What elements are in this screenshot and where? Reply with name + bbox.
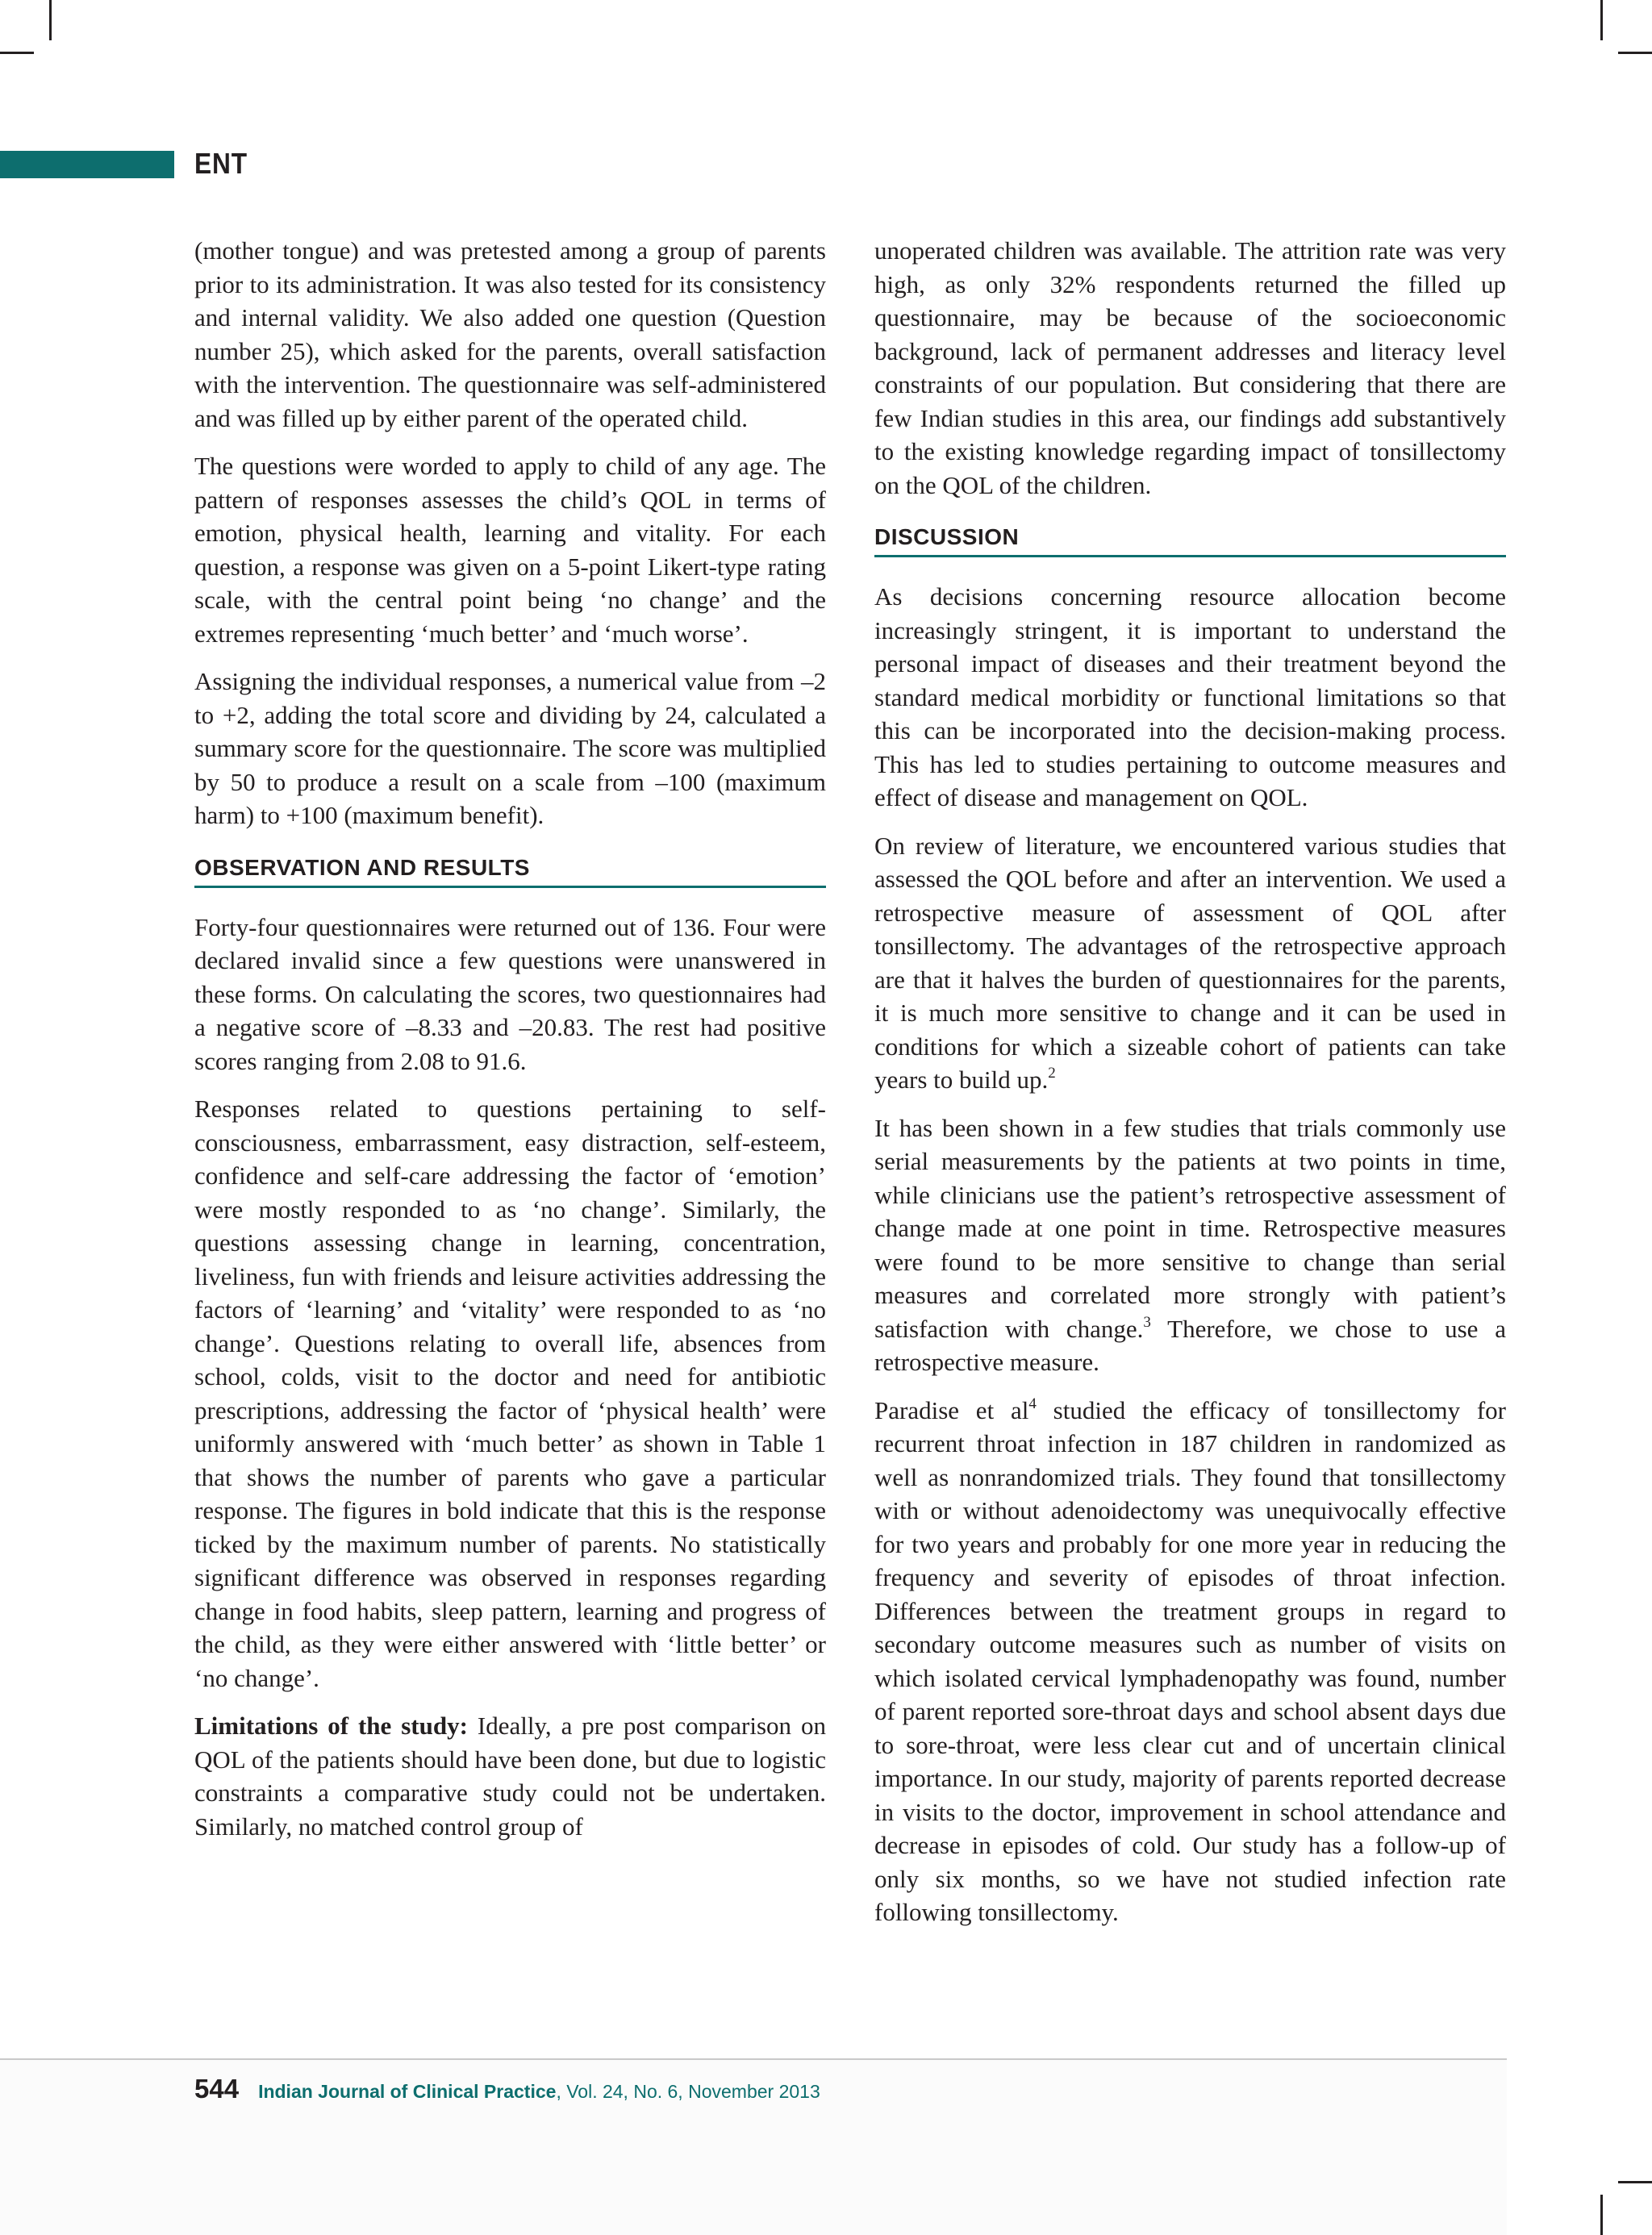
- citation-ref: 4: [1028, 1395, 1037, 1412]
- crop-mark-top-left-v: [49, 0, 52, 40]
- journal-citation: [258, 2081, 820, 2102]
- section-color-bar: [0, 151, 174, 178]
- limitations-lead: Limitations of the study:: [194, 1712, 468, 1740]
- paragraph: Assigning the individual responses, a numerical value from –2 to +2, adding the total score and dividing by 24, calculated a summary score for the questionnaire. The score was multiplied by 50 to produce a result on a scale from –100 (maximum harm) to +100 (maximum benefit).: [194, 667, 826, 829]
- citation-ref: 2: [1048, 1065, 1056, 1082]
- right-column: [874, 234, 1506, 1944]
- heading-observation-results: OBSERVATION AND RESULTS: [194, 853, 826, 888]
- heading-discussion: DISCUSSION: [874, 523, 1506, 557]
- paragraph: unoperated children was available. The attrition rate was very high, as only 32% respondents returned the filled up questionnaire, may be because of the socioeconomic background, lack of permanent addresses and literacy level constraints of our population. But considering that there are few Indian studies in this area, our findings add substantively to the existing knowledge regarding impact of tonsillectomy on the QOL of the children.: [874, 236, 1506, 499]
- crop-mark-top-right-v: [1600, 0, 1603, 40]
- left-column: [194, 234, 826, 1858]
- crop-mark-top-left-h: [0, 52, 34, 54]
- limitations-text: Ideally, a pre post comparison on QOL of the patients should have been done, but due to logistic constraints a comparative study could not be undertaken. Similarly, no matched control group of: [194, 1712, 826, 1841]
- crop-mark-bottom-right-v: [1600, 2195, 1603, 2235]
- paragraph-text: On review of literature, we encountered various studies that assessed the QOL before and after an intervention. We used a retrospective measure of assessment of QOL after tonsillectomy. The advantages of the retrospective approach are that it halves the burden of questionnaires for the parents, it is much more sensitive to change and it can be used in conditions for which a sizeable cohort of patients can take years to build up.: [874, 831, 1506, 1094]
- section-label: ENT: [194, 147, 248, 180]
- paragraph-text: studied the efficacy of tonsillectomy for recurrent throat infection in 187 children in randomized as well as nonrandomized trials. They found that tonsillectomy with or without adenoidectomy was unequivocally effective for two years and probably for one more year in reducing the frequency and severity of episodes of throat infection. Differences between the treatment groups in regard to secondary outcome measures such as number of visits on which isolated cervical lymphadenopathy was found, number of parent reported sore-throat days and school absent days due to sore-throat, were less clear cut and of uncertain clinical importance. In our study, majority of parents reported decrease in visits to the doctor, improvement in school attendance and decrease in episodes of cold. Our study has a follow-up of only six months, so we have not studied infection rate following tonsillectomy.: [874, 1395, 1507, 1926]
- page-number: 544: [194, 2074, 240, 2104]
- paragraph: [874, 829, 1506, 1097]
- paragraph-text: Therefore, we chose to use a retrospective measure.: [874, 1314, 1506, 1376]
- paragraph: Responses related to questions pertaining to self-consciousness, embarrassment, easy distraction, self-esteem, confidence and self-care addressing the factor of ‘emotion’ were mostly responded to as ‘no change’. Similarly, the questions assessing change in learning, concentration, liveliness, fun with friends and leisure activities addressing the factors of ‘learning’ and ‘vitality’ were responded to as ‘no change’. Questions relating to overall life, absences from school, colds, visit to the doctor and need for antibiotic prescriptions, addressing the factor of ‘physical health’ were uniformly answered with ‘much better’ as shown in Table 1 that shows the number of parents who gave a particular response. The figures in bold indicate that this is the response ticked by the maximum number of parents. No statistically significant difference was observed in responses regarding change in food habits, sleep pattern, learning and progress of the child, as they were either answered with ‘little better’ or ‘no change’.: [194, 1095, 826, 1692]
- paragraph: As decisions concerning resource allocation become increasingly stringent, it is important to understand the personal impact of diseases and their treatment beyond the standard medical morbidity or functional limitations so that this can be incorporated into the decision-making process. This has led to studies pertaining to outcome measures and effect of disease and management on QOL.: [874, 582, 1506, 811]
- paragraph: [874, 1111, 1506, 1379]
- crop-mark-top-right-h: [1618, 52, 1652, 54]
- paragraph: [874, 1394, 1506, 1929]
- crop-mark-bottom-right-h: [1618, 2181, 1652, 2183]
- citation-ref: 3: [1143, 1313, 1151, 1331]
- paragraph: Forty-four questionnaires were returned out of 136. Four were declared invalid since a few questions were unanswered in these forms. On calculating the scores, two questionnaires had a negative score of –8.33 and –20.83. The rest had positive scores ranging from 2.08 to 91.6.: [194, 912, 826, 1075]
- paragraph-text: Paradise et al: [874, 1395, 1029, 1424]
- paragraph: (mother tongue) and was pretested among a group of parents prior to its administration. It was also tested for its consistency and internal validity. We also added one question (Question number 25), which asked for the parents, overall satisfaction with the intervention. The questionnaire was self-administered and was filled up by either parent of the operated child.: [194, 236, 826, 432]
- page-footer: [194, 2074, 820, 2104]
- paragraph: The questions were worded to apply to child of any age. The pattern of responses assesses the child’s QOL in terms of emotion, physical health, learning and vitality. For each question, a response was given on a 5-point Likert-type rating scale, with the central point being ‘no change’ and the extremes representing ‘much better’ and ‘much worse’.: [194, 452, 826, 648]
- journal-issue: , Vol. 24, No. 6, November 2013: [556, 2081, 820, 2102]
- paragraph-limitations: [194, 1709, 826, 1843]
- journal-name: Indian Journal of Clinical Practice: [258, 2081, 557, 2102]
- paragraph-text: It has been shown in a few studies that trials commonly use serial measurements by the patients at two points in time, while clinicians use the patient’s retrospective assessment of change made at one point in time. Retrospective measures were found to be more sensitive to change than serial measures and correlated more strongly with patient’s satisfaction with change.: [874, 1113, 1506, 1343]
